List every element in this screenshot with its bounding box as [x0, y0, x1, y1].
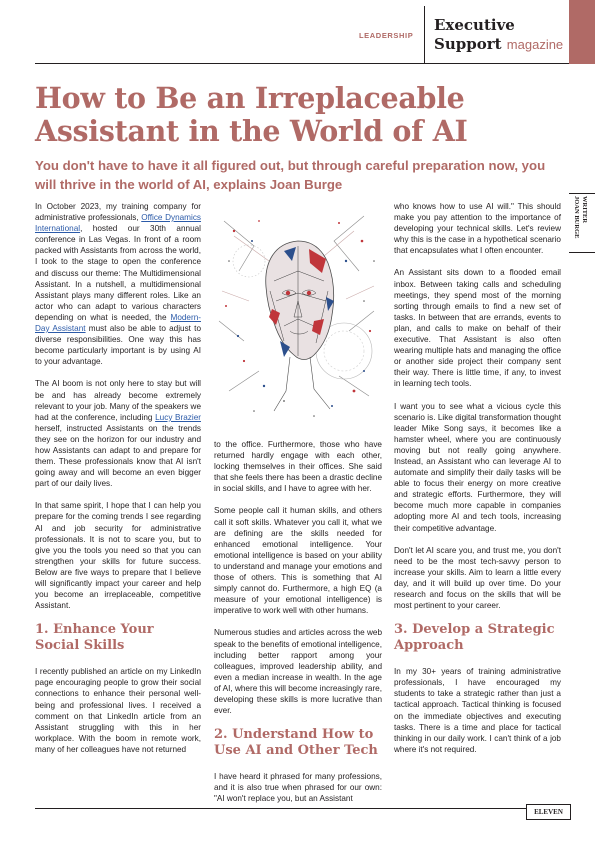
- writer-label: WRITER: [581, 196, 588, 224]
- subheading-enhance-social-skills: 1. Enhance Your Social Skills: [35, 622, 154, 654]
- subheading-strategic-approach: 3. Develop a Strategic Approach: [394, 622, 555, 654]
- header-color-block: [569, 0, 595, 64]
- lucy-brazier-link[interactable]: Lucy Brazier: [155, 412, 201, 422]
- paragraph: In October 2023, my training company for administrative professionals, Office Dynamics International, hosted our 30th annual conference in Las Vegas. In front of a room packed with Assistants from across the world, I took to the stage to open the conference and discuss our theme: The Multidimensional Assistant. In a nutshell, a multidimensional Assistant plays many different roles. Like an actor who can adapt to various characters depending on what is needed, the Modern-Day Assistant must also be able to adjust to diverse responsibilities. One way this has become particularly important is by using AI to your advantage.: [35, 202, 202, 367]
- paragraph: I recently published an article on my LinkedIn page encouraging people to grow their social connections to enhance their personal well-being and professional lives. I received a comment on that LinkedIn article from an Assistant struggling with this in her workplace. With the boom in remote work, many of her colleagues have not returned: [35, 667, 201, 754]
- paragraph: An Assistant sits down to a flooded email inbox. Between taking calls and scheduling meetings, they spend most of the morning sorting through emails to find a new set of tasks. In between that are errands, events to plan, and calls to make on behalf of their executive. That Assistant is also often wearing multiple hats and managing the office or another side project their company sent their way. There is little time, if any, to invest in learning tech tools.: [394, 268, 561, 389]
- paragraph: I have heard it phrased for many professions, and it is also true when phrased for our own: "AI won't replace you, but an Assistant: [214, 772, 382, 804]
- magazine-logo-line2: [434, 35, 563, 54]
- paragraph: In my 30+ years of training administrative professionals, I have encouraged my students to take a strategic rather than just a tactical approach. Tactical thinking is focused on the immediate objectives and executing tasks. There is a time and place for tactical thinking in our daily work. I can't think of a job where it's not required.: [394, 667, 561, 754]
- paragraph: In that same spirit, I hope that I can help you prepare for the coming trends I see regarding AI and job security for administrative professionals. It is not to scare you, but to give you the tools you need so that you can strengthen your skills for future success. Below are five ways to prepare that I believe will significantly impact your career and help you become an irreplaceable, competitive Assistant.: [35, 501, 201, 611]
- section-label: LEADERSHIP: [359, 31, 414, 40]
- subheading-understand-ai: 2. Understand How to Use AI and Other Tech: [214, 727, 378, 759]
- paragraph: Some people call it human skills, and others call it soft skills. Whatever you call it, what we are defining are the skills needed for enhanced emotional intelligence. Your emotional intelligence is based on your ability to understand and manage your emotions and those of others. This is something that AI simply cannot do. Furthermore, a high EQ (a measure of your emotional intelligence) is imperative to work well with other humans.: [214, 506, 382, 616]
- writer-name: JOAN BURGE: [573, 196, 580, 239]
- magazine-logo-support: Support: [434, 35, 502, 53]
- paragraph: who knows how to use AI will." This should make you pay attention to the importance of developing your technical skills. Let's review why this is the case in a hypothetical scenario that encapsulates what I often encounter.: [394, 202, 561, 256]
- article-headline: How to Be an Irreplaceable Assistant in the World of AI: [35, 81, 468, 148]
- paragraph: to the office. Furthermore, those who have returned hardly engage with each other, locking themselves in their offices. She said that she feels there has been a drastic decline in social skills, and I have to agree with her.: [214, 440, 382, 494]
- ai-face-illustration: [214, 201, 382, 426]
- header-rule: [35, 63, 569, 64]
- modern-day-assistant-link[interactable]: Modern-Day Assistant: [35, 312, 201, 334]
- magazine-logo-line1: Executive: [434, 16, 515, 34]
- writer-credit: [572, 196, 588, 238]
- footer-rule: [35, 808, 526, 809]
- magazine-logo: [434, 16, 563, 54]
- page-folio: ELEVEN: [526, 804, 571, 820]
- paragraph: The AI boom is not only here to stay but will be and has already become extremely relevant to your job. Many of the speakers we had at the conference, including Lucy Brazier herself, instructed Assistants on the trends they see on the horizon for our industry and how Assistants can adapt to and prepare for them. These professionals know that AI isn't going away and will become an even bigger part of our daily lives.: [35, 379, 201, 489]
- paragraph: Don't let AI scare you, and trust me, you don't need to be the most tech-savvy person to increase your skills. Aim to learn a little every day, and it will build up over time. Do your research and focus on the skills that will be most pertinent to your career.: [394, 545, 561, 611]
- paragraph: Numerous studies and articles across the web speak to the benefits of emotional intelligence, including better rapport among your colleagues, improved leadership ability, and even a median increase in wealth. In the age of AI, where this will become increasingly rare, developing these skills is more lucrative than ever.: [214, 628, 382, 716]
- paragraph: I want you to see what a vicious cycle this scenario is. Like digital transformation thought leader Mike Song says, it becomes like a hamster wheel, where you are continuously moving but not really going anywhere. Instead, an Assistant who can leverage AI to automate and simplify their daily tasks will be able to focus their energy on more creative and strategic efforts. Furthermore, they will become much more capable in companies adopting more AI and tech tools, increasing their competitive advantage.: [394, 401, 561, 533]
- office-dynamics-link[interactable]: Office Dynamics International: [35, 213, 202, 234]
- column-3: [394, 201, 561, 755]
- column-2: [214, 439, 382, 804]
- magazine-logo-word: magazine: [506, 37, 564, 52]
- column-1: [35, 201, 201, 755]
- article-standfirst: You don't have to have it all figured out, but through careful preparation now, you will thrive in the world of AI, explains Joan Burge: [35, 158, 546, 192]
- header-divider: [424, 6, 425, 64]
